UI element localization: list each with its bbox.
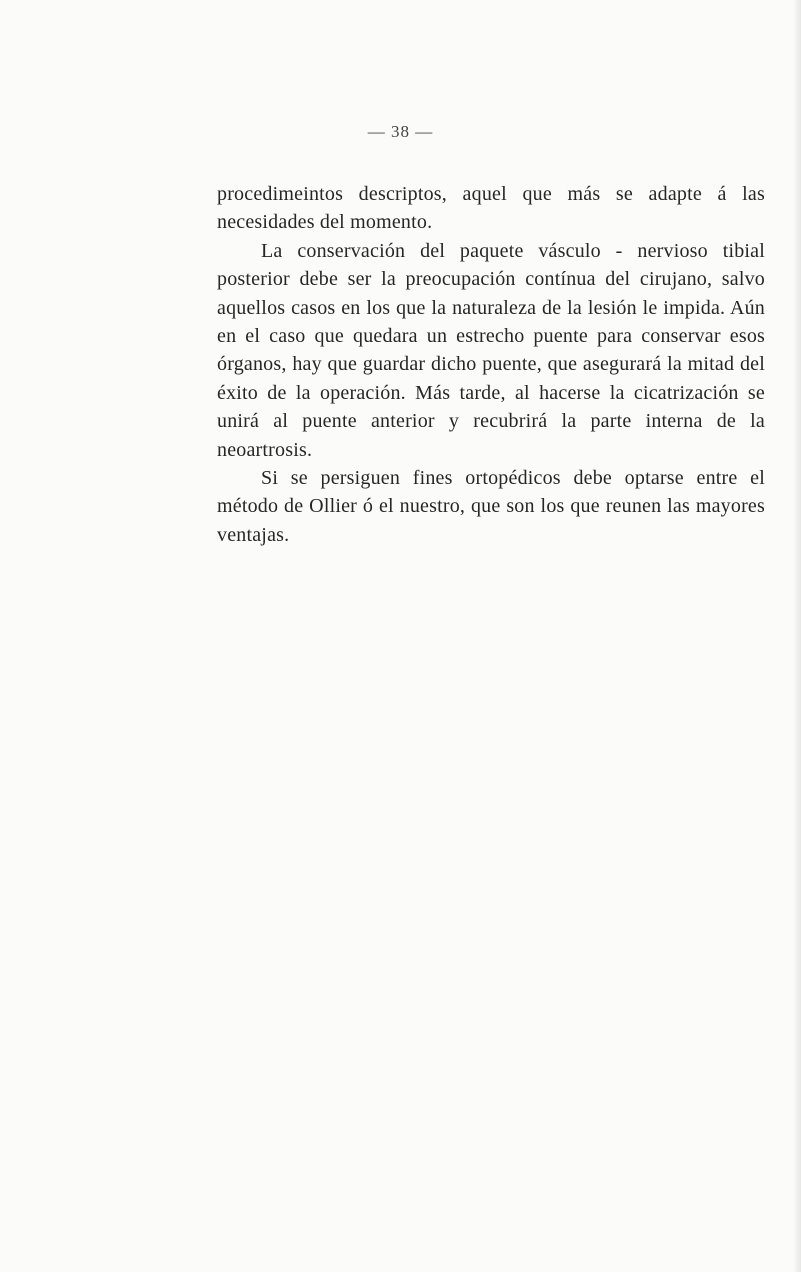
paragraph-vascular-nerve-bundle: La conservación del paquete vásculo - nervioso tibial posterior debe ser la preocupación contínua del cirujano, salvo aquellos casos en los que la naturaleza de la lesión le impida. Aún en el caso que quedara un estrecho puente para conservar esos órganos, hay que guardar dicho puente, que asegurará la mitad del éxito de la operación. Más tarde, al hacerse la cicatrización se unirá al puente anterior y recubrirá la parte interna de la neoartrosis. [217,239,765,461]
paragraph-continuation: procedimeintos descriptos, aquel que más se adapte á las necesidades del momento. [217,183,765,234]
paragraph-orthopedic-aims: Si se persiguen fines ortopédicos debe optarse entre el método de Ollier ó el nuestro, que son los que reunen las mayores ventajas. [217,467,765,546]
page-edge-shadow [793,0,801,1272]
page-number: — 38 — [367,122,434,141]
body-text [217,180,765,549]
